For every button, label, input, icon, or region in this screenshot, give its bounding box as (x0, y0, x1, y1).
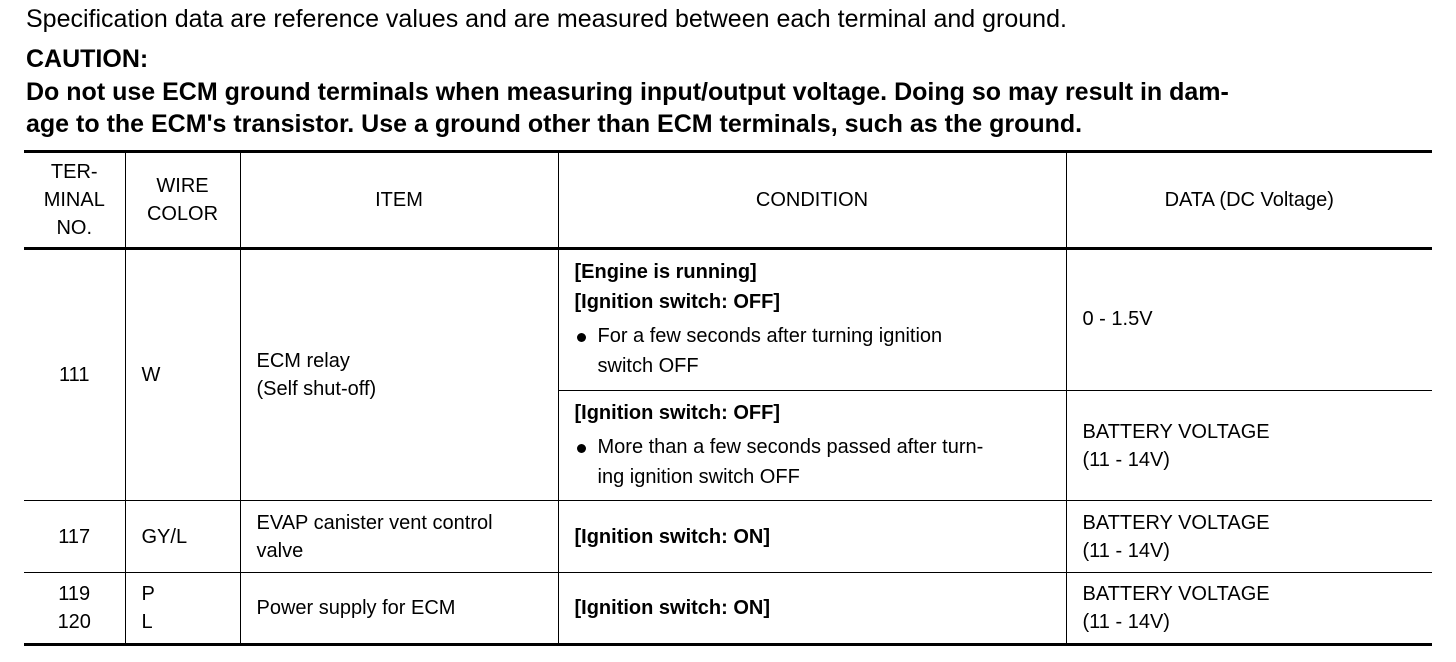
header-wire-line: WIRE (156, 175, 209, 197)
wire-line: P (141, 583, 155, 605)
data-line: (11 - 14V) (1082, 611, 1170, 633)
caution-line-2: age to the ECM's transistor. Use a ground other than ECM terminals, such as the ground. (26, 110, 1083, 138)
bullet-text-line: ing ignition switch OFF (597, 465, 800, 488)
wire-color-cell (125, 573, 240, 645)
intro-text: Specification data are reference values and are measured between each terminal and ground. (26, 5, 1067, 33)
table-header-row (24, 152, 1432, 249)
header-terminal-no (24, 152, 125, 249)
terminal-cell: 111 (24, 249, 125, 501)
item-line: ECM relay (256, 350, 350, 372)
data-cell (1066, 249, 1432, 391)
data-line: BATTERY VOLTAGE (1082, 511, 1270, 534)
bullet-text-line: switch OFF (597, 355, 699, 377)
data-cell (1066, 501, 1432, 573)
terminal-line: 119 (58, 583, 91, 605)
item-cell (240, 501, 558, 573)
bullet-dot-icon (577, 444, 586, 453)
item-line: EVAP canister vent control (256, 511, 493, 534)
data-cell (1066, 391, 1432, 501)
item-cell: Power supply for ECM (240, 573, 558, 645)
condition-bullet (575, 321, 1050, 381)
data-line: BATTERY VOLTAGE (1082, 583, 1270, 605)
item-line: (Self shut-off) (256, 378, 377, 400)
item-line: valve (256, 539, 304, 562)
terminal-line: 120 (57, 611, 91, 633)
condition-cell: [Ignition switch: ON] (558, 501, 1066, 573)
terminal-spec-table (24, 150, 1432, 646)
wire-color-cell: GY/L (125, 501, 240, 573)
condition-line: [Ignition switch: OFF] (574, 291, 781, 313)
data-line: (11 - 14V) (1082, 448, 1170, 471)
header-terminal-line: MINAL (43, 189, 105, 211)
condition-cell (558, 391, 1066, 501)
data-line: (11 - 14V) (1082, 539, 1170, 562)
data-cell (1066, 573, 1432, 645)
condition-bullet (575, 432, 1050, 492)
header-wire-color (125, 152, 240, 249)
header-wire-line: COLOR (146, 203, 219, 225)
header-item: ITEM (240, 152, 558, 249)
condition-line: [Engine is running] (574, 261, 757, 283)
bullet-text-line: More than a few seconds passed after turn- (597, 435, 984, 458)
header-terminal-line: TER- (50, 161, 98, 183)
header-terminal-line: NO. (56, 217, 93, 239)
terminal-cell: 117 (24, 501, 125, 573)
caution-title: CAUTION: (26, 45, 149, 73)
wire-color-cell: W (125, 249, 240, 501)
wire-line: L (141, 611, 153, 633)
bullet-text-line: For a few seconds after turning ignition (597, 325, 943, 347)
header-data: DATA (DC Voltage) (1066, 152, 1432, 249)
table-row (24, 573, 1432, 645)
terminal-cell (24, 573, 125, 645)
caution-text (26, 76, 1446, 140)
item-cell (240, 249, 558, 501)
table-row (24, 249, 1432, 391)
condition-cell: [Ignition switch: ON] (558, 573, 1066, 645)
caution-line-1: Do not use ECM ground terminals when measuring input/output voltage. Doing so may result in dam- (26, 78, 1229, 106)
condition-cell (558, 249, 1066, 391)
header-condition: CONDITION (558, 152, 1066, 249)
bullet-dot-icon (577, 333, 586, 342)
condition-line: [Ignition switch: OFF] (574, 401, 781, 424)
table-row (24, 501, 1432, 573)
data-line: 0 - 1.5V (1082, 308, 1153, 330)
data-line: BATTERY VOLTAGE (1082, 420, 1270, 443)
